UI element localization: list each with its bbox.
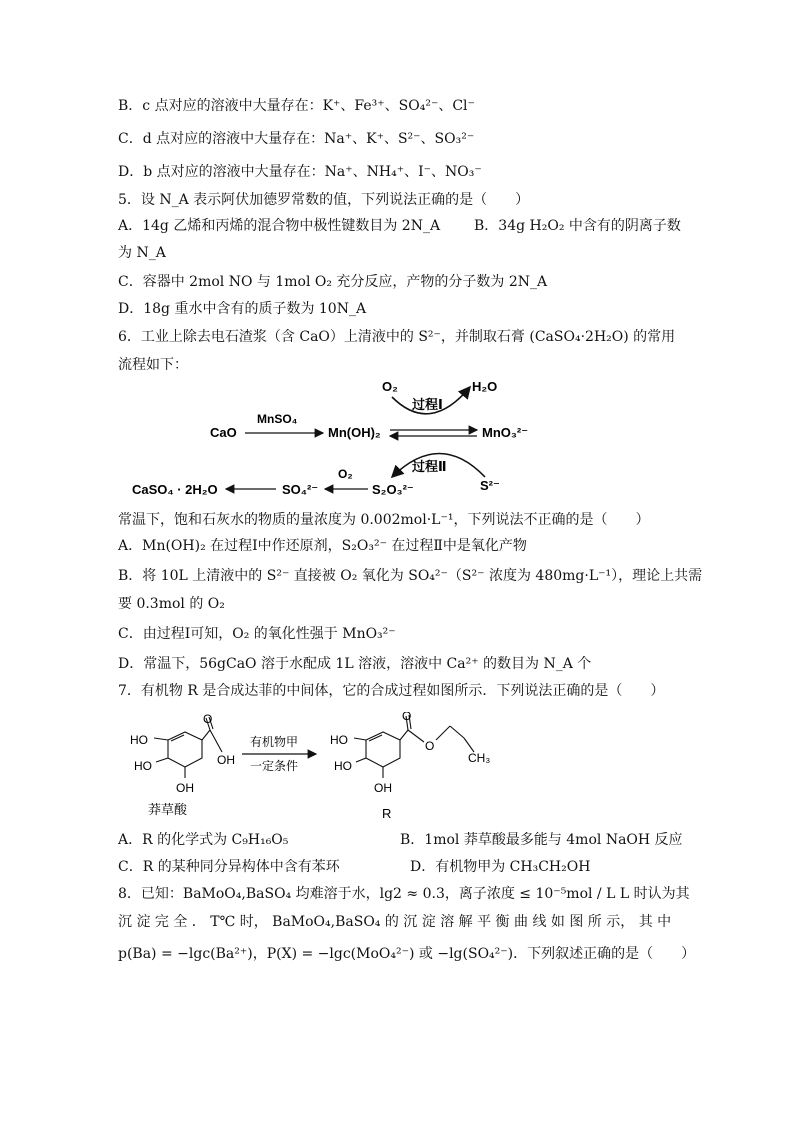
q7-option-a: A．R 的化学式为 C₉H₁₆O₅: [118, 832, 289, 848]
q6-option-c: C．由过程Ⅰ可知，O₂ 的氧化性强于 MnO₃²⁻: [118, 626, 396, 642]
process-flow-diagram: [120, 375, 540, 505]
shikimic-acid-structure: [154, 717, 222, 778]
right-carbonyl-o: O: [402, 712, 412, 723]
flow-so4: SO₄²⁻: [282, 482, 319, 497]
q5-option-c: C．容器中 2mol NO 与 1mol O₂ 充分反应，产物的分子数为 2N_A: [118, 274, 548, 290]
left-carbonyl-o: O: [203, 712, 213, 726]
right-ho-1: HO: [330, 733, 348, 747]
flow-gypsum: CaSO₄ · 2H₂O: [132, 482, 218, 497]
right-ho-2: HO: [334, 759, 352, 773]
q6-option-b: B．将 10L 上清液中的 S²⁻ 直接被 O₂ 氧化为 SO₄²⁻（S²⁻ 浓度为 480mg·L⁻¹），理论上共需: [118, 568, 703, 584]
flow-s2o3: S₂O₃²⁻: [372, 482, 414, 497]
flow-process-2: 过程Ⅱ: [412, 459, 447, 474]
q7-stem: 7．有机物 R 是合成达菲的中间体，它的合成过程如图所示．下列说法正确的是（ ）: [118, 683, 665, 699]
flow-mnoh2: Mn(OH)₂: [328, 425, 381, 440]
reaction-scheme: [118, 712, 538, 824]
shikimic-acid-name: 莽草酸: [148, 802, 188, 817]
q5-option-d: D．18g 重水中含有的质子数为 10N_A: [118, 301, 367, 317]
q8-stem-formula: p(Ba) = −lgc(Ba²⁺)，P(X) = −lgc(MoO₄²⁻) 或 −lg(SO₄²⁻)．下列叙述正确的是（ ）: [118, 946, 696, 962]
reagent-label: 有机物甲: [250, 735, 299, 749]
flow-h2o: H₂O: [472, 379, 498, 394]
q6-condition: 常温下，饱和石灰水的物质的量浓度为 0.002mol·L⁻¹，下列说法不正确的是（ ）: [118, 512, 650, 528]
q5-option-b: B．34g H₂O₂ 中含有的阴离子数: [474, 218, 681, 234]
left-oh-bottom: OH: [176, 781, 194, 795]
left-ho-1: HO: [130, 733, 148, 747]
q6-option-a: A．Mn(OH)₂ 在过程Ⅰ中作还原剂，S₂O₃²⁻ 在过程Ⅱ中是氧化产物: [118, 538, 527, 554]
flow-o2-top: O₂: [382, 379, 398, 394]
flow-mno3: MnO₃²⁻: [482, 425, 529, 440]
q6-option-d: D．常温下，56gCaO 溶于水配成 1L 溶液，溶液中 Ca²⁺ 的数目为 N_A 个: [118, 656, 592, 672]
flow-cao: CaO: [210, 425, 237, 440]
flow-process-1: 过程Ⅰ: [412, 397, 443, 412]
q4-option-b: B．c 点对应的溶液中大量存在：K⁺、Fe³⁺、SO₄²⁻、Cl⁻: [118, 98, 475, 114]
q4-option-d: D．b 点对应的溶液中大量存在：Na⁺、NH₄⁺、I⁻、NO₃⁻: [118, 164, 482, 180]
product-r-name: R: [382, 806, 392, 821]
flow-mnso4: MnSO₄: [257, 412, 298, 426]
q5-stem: 5．设 N_A 表示阿伏加德罗常数的值，下列说法正确的是（ ）: [118, 192, 530, 208]
flow-s2: S²⁻: [480, 478, 500, 493]
left-acid-oh: OH: [217, 753, 235, 767]
right-ch3: CH₃: [468, 751, 491, 765]
q6-stem-cont: 流程如下：: [118, 357, 188, 373]
q6-option-b-cont: 要 0.3mol 的 O₂: [118, 596, 225, 612]
q4-option-c: C．d 点对应的溶液中大量存在：Na⁺、K⁺、S²⁻、SO₃²⁻: [118, 131, 475, 147]
q7-option-b: B．1mol 莽草酸最多能与 4mol NaOH 反应: [400, 832, 683, 848]
q7-option-c: C．R 的某种同分异构体中含有苯环: [118, 859, 340, 875]
product-r-structure: [354, 715, 474, 778]
q8-stem-cont: 沉 淀 完 全 ． T℃ 时， BaMoO₄,BaSO₄ 的 沉 淀 溶 解 平 衡 曲 线 如 图 所 示， 其 中: [118, 914, 672, 930]
q6-stem: 6．工业上除去电石渣浆（含 CaO）上清液中的 S²⁻，并制取石膏 (CaSO₄·2H₂O) 的常用: [118, 329, 676, 345]
right-oh-bottom: OH: [374, 781, 392, 795]
left-ho-2: HO: [134, 759, 152, 773]
q7-option-d: D．有机物甲为 CH₃CH₂OH: [410, 859, 591, 875]
q5-option-a: A．14g 乙烯和丙烯的混合物中极性键数目为 2N_A: [118, 218, 441, 234]
q5-option-b-cont: 为 N_A: [118, 245, 166, 261]
right-ester-o: O: [425, 739, 435, 753]
condition-label: 一定条件: [250, 759, 299, 773]
q8-stem: 8．已知：BaMoO₄,BaSO₄ 均难溶于水，lg2 ≈ 0.3，离子浓度 ≤ 10⁻⁵mol / L L 时认为其: [118, 886, 690, 902]
flow-o2-mid: O₂: [338, 467, 353, 481]
